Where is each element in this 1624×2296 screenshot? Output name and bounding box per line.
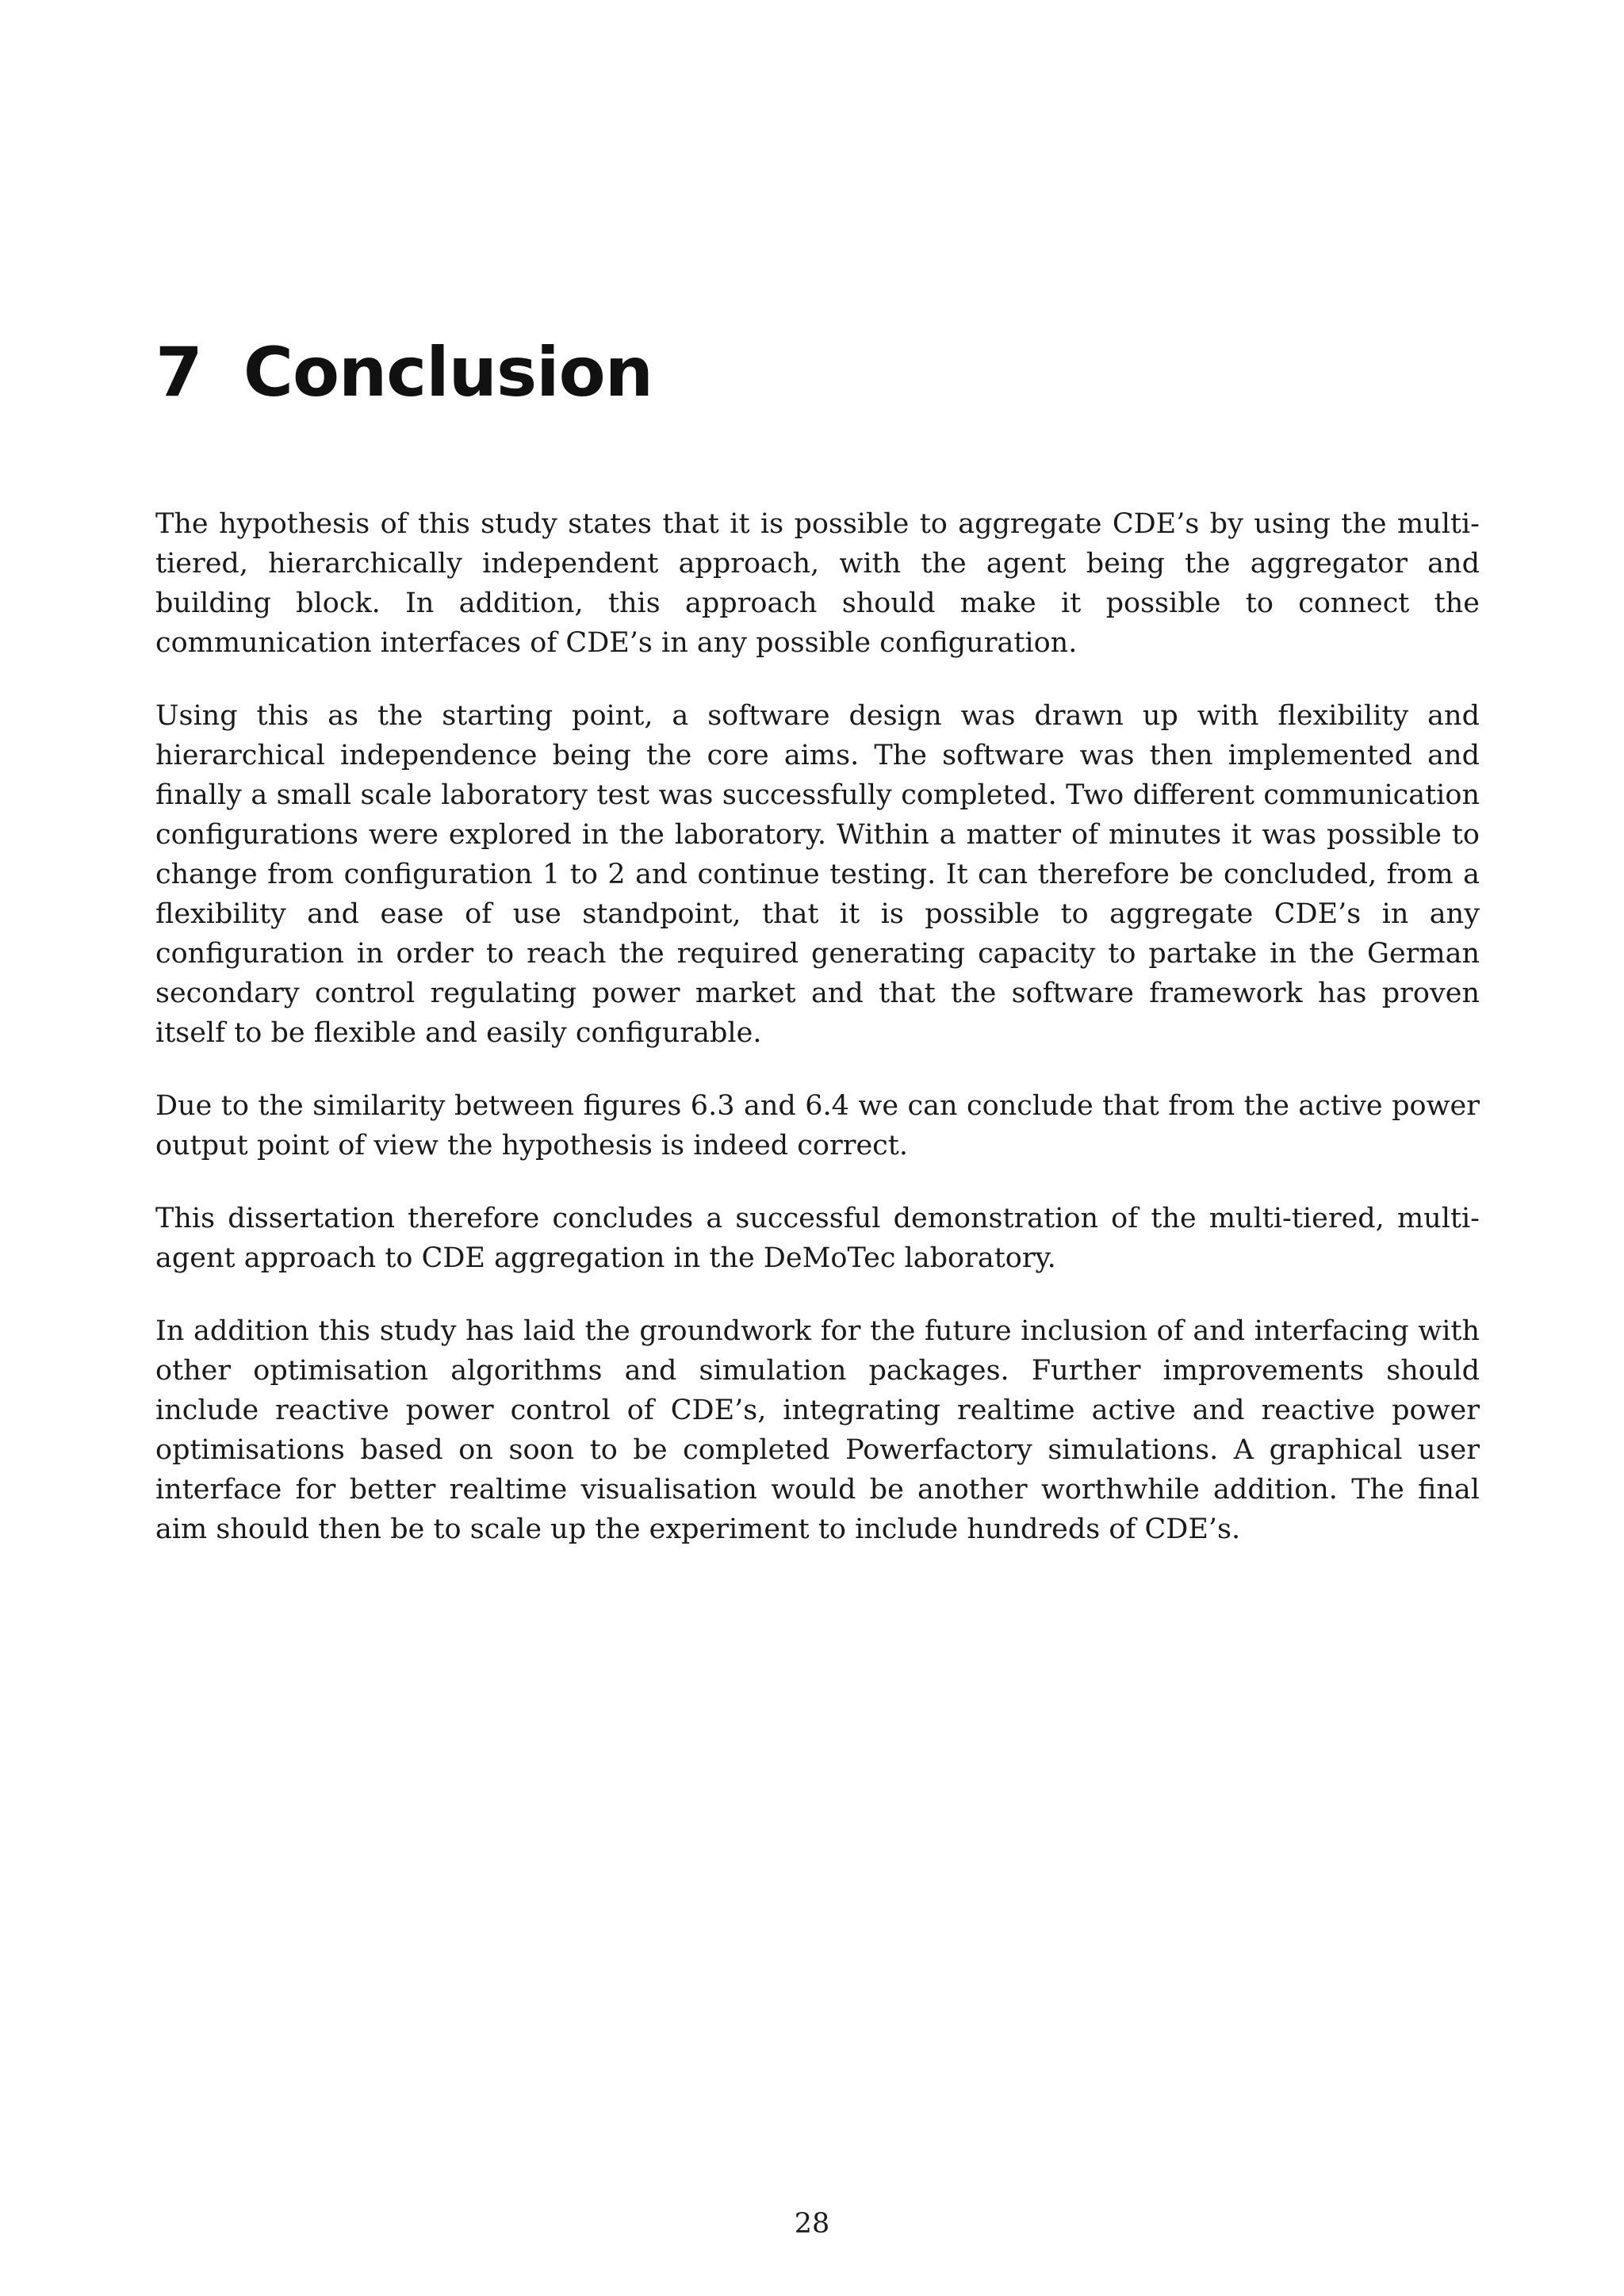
paragraph-future-work: In addition this study has laid the groundwork for the future inclusion of and interfacing with other optimisation algorithms and simulation packages. Further improvements should include reactive power control of CDE’s, integrating realtime active and reactive power optimisations based on soon to be completed Powerfactory simulations. A graphical user interface for better realtime visualisation would be another worthwhile addition. The final aim should then be to scale up the experiment to include hundreds of CDE’s. — [155, 1315, 1480, 1545]
paragraph-software-design: Using this as the starting point, a software design was drawn up with flexibility and hierarchical independence being the core aims. The software was then implemented and finally a small scale laboratory test was successfully completed. Two different communication configurations were explored in the laboratory. Within a matter of minutes it was possible to change from configuration 1 to 2 and continue testing. It can therefore be concluded, from a flexibility and ease of use standpoint, that it is possible to aggregate CDE’s in any configuration in order to reach the required generating capacity to partake in the German secondary control regulating power market and that the software framework has proven itself to be flexible and easily configurable. — [155, 700, 1480, 1049]
chapter-heading — [155, 325, 653, 420]
chapter-number: 7 — [155, 333, 202, 412]
paragraph-figure-similarity: Due to the similarity between figures 6.3 and 6.4 we can conclude that from the active power output point of view the hypothesis is indeed correct. — [155, 1090, 1480, 1161]
page-number: 28 — [794, 2208, 830, 2240]
chapter-title: Conclusion — [243, 333, 653, 412]
chapter-body — [155, 504, 1480, 1582]
paragraph-demonstration: This dissertation therefore concludes a successful demonstration of the multi-tiered, multi-agent approach to CDE aggregation in the DeMoTec laboratory. — [155, 1203, 1480, 1274]
paragraph-hypothesis: The hypothesis of this study states that it is possible to aggregate CDE’s by using the multi-tiered, hierarchically independent approach, with the agent being the aggregator and building block. In addition, this approach should make it possible to connect the communication interfaces of CDE’s in any possible configuration. — [155, 508, 1480, 659]
